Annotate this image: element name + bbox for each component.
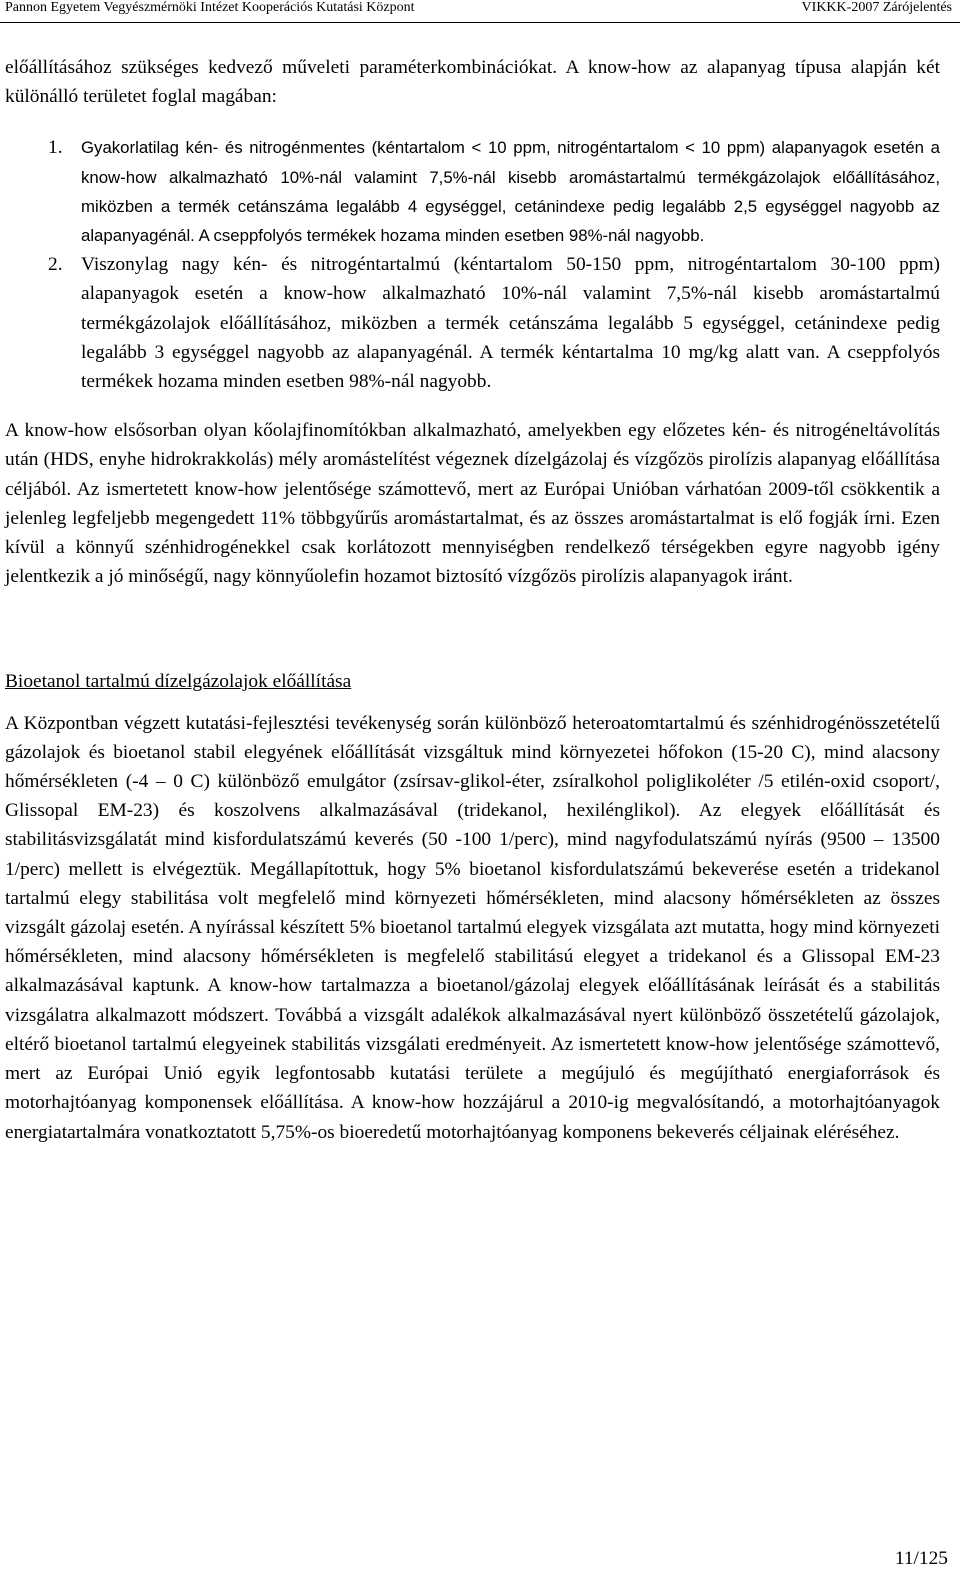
intro-paragraph: előállításához szükséges kedvező műveleti paraméterkombinációkat. A know-how az alapanyag típusa alapján két különálló területet foglal magában: <box>5 57 940 108</box>
list-item-number: 2. <box>48 254 63 276</box>
document-body <box>5 53 940 1147</box>
paragraph-know-how: A know-how elsősorban olyan kőolajfinomítókban alkalmazható, amelyekben egy előzetes kén- és nitrogéneltávolítás után (HDS, enyhe hidrokrakkolás) mély aromástelítést végeznek dízelgázolaj és vízgőzös pirolízis alapanyag előállítása céljából. Az ismertetett know-how jelentősége számottevő, mert az Európai Unióban várhatóan 2009-től csökkentik a jelenleg legfeljebb megengedett 11% többgyűrűs aromástartalmat, és az összes aromástartalmat is elő fogják írni. Ezen kívül a könnyű szénhidrogénekkel csak korlátozott mennyiségben rendelkező térségekben egyre nagyobb igény jelentkezik a jó minőségű, nagy könnyűolefin hozamot biztosító vízgőzös pirolízis alapanyagok iránt. <box>5 420 940 588</box>
page-number: 11/125 <box>894 1548 948 1569</box>
spacer <box>5 111 940 133</box>
list-item <box>48 133 940 250</box>
list-item-text: Viszonylag nagy kén- és nitrogéntartalmú (kéntartalom 50-150 ppm, nitrogéntartalom 30-100 ppm) alapanyagok esetén a know-how alkalmazható 10%-nál valamint 7,5%-nál kisebb aromástartalmú termékgázolajok előállításához, miközben a termék cetánszáma legalább 5 egységgel, cetánindexe pedig legalább 3 egységgel nagyobb az alapanyagénál. A termék kéntartalma 10 mg/kg alatt van. A cseppfolyós termékek hozama minden esetben 98%-nál nagyobb. <box>81 254 940 393</box>
page-header <box>0 0 960 23</box>
list-item-text: Gyakorlatilag kén- és nitrogénmentes (kéntartalom < 10 ppm, nitrogéntartalom < 10 ppm) alapanyagok esetén a know-how alkalmazható 10%-nál valamint 7,5%-nál kisebb aromástartalmú termékgázolajok előállításához, miközben a termék cetánszáma legalább 4 egységgel, cetánindexe pedig legalább 2,5 egységgel nagyobb az alapanyagénál. A cseppfolyós termékek hozama minden esetben 98%-nál nagyobb. <box>81 138 940 246</box>
header-institution: Pannon Egyetem Vegyészmérnöki Intézet Kooperációs Kutatási Központ <box>5 0 415 15</box>
spacer <box>5 591 940 667</box>
spacer <box>5 396 940 416</box>
header-report-id: VIKKK-2007 Zárójelentés <box>801 0 952 15</box>
spacer <box>5 697 940 709</box>
paragraph-bioetanol: A Központban végzett kutatási-fejlesztési tevékenység során különböző heteroatomtartalmú és szénhidrogénösszetételű gázolajok és bioetanol stabil elegyének előállítását vizsgáltuk mind környezetei hőfokon (15-20 C), mind alacsony hőmérsékleten (-4 – 0 C) különböző emulgátor (zsírsav-glikol-éter, zsíralkohol poliglikoléter /5 etilén-oxid csoport/, Glissopal EM-23) és koszolvens alkalmazásával (tridekanol, hexilénglikol). Az elegyek előállítását és stabilitásvizsgálatát mind kisfordulatszámú keverés (50 -100 1/perc), mind nagyfodulatszámú nyírás (9500 – 13500 1/perc) mellett is elvégeztük. Megállapítottuk, hogy 5% bioetanol kisfordulatszámú bekeverése esetén a tridekanol tartalmú elegy stabilitása volt megfelelő mind környezeti hőmérsékleten, mind alacsony hőmérsékleten az összes vizsgált gázolaj esetén. A nyírással készített 5% bioetanol tartalmú elegyek vizsgálata azt mutatta, hogy mind környezeti hőmérsékleten, mind alacsony hőmérsékleten is megfelelő stabilitású elegyet a tridekanol és a Glissopal EM-23 alkalmazásával kaptunk. A know-how tartalmazza a bioetanol/gázolaj elegyek előállításának leírását és a stabilitás vizsgálatra alkalmazott módszert. Továbbá a vizsgált adalékok alkalmazásával nyert különböző összetételű gázolajok, eltérő bioetanol tartalmú elegyeinek stabilitás vizsgálati eredményeit. Az ismertetett know-how jelentősége számottevő, mert az Európai Unió egyik legfontosabb kutatási területe a megújuló és megújítható energiaforrások és motorhajtóanyag komponensek előállítása. A know-how hozzájárul a 2010-ig megvalósítandó, a motorhajtóanyagok energiatartalmára vonatkoztatott 5,75%-os bioeredetű motorhajtóanyag komponens bekeverés céljainak eléréséhez. <box>5 712 940 1143</box>
list-item-number: 1. <box>48 137 63 159</box>
section-heading: Bioetanol tartalmú dízelgázolajok előállítása <box>5 671 352 693</box>
list-item <box>48 250 940 396</box>
